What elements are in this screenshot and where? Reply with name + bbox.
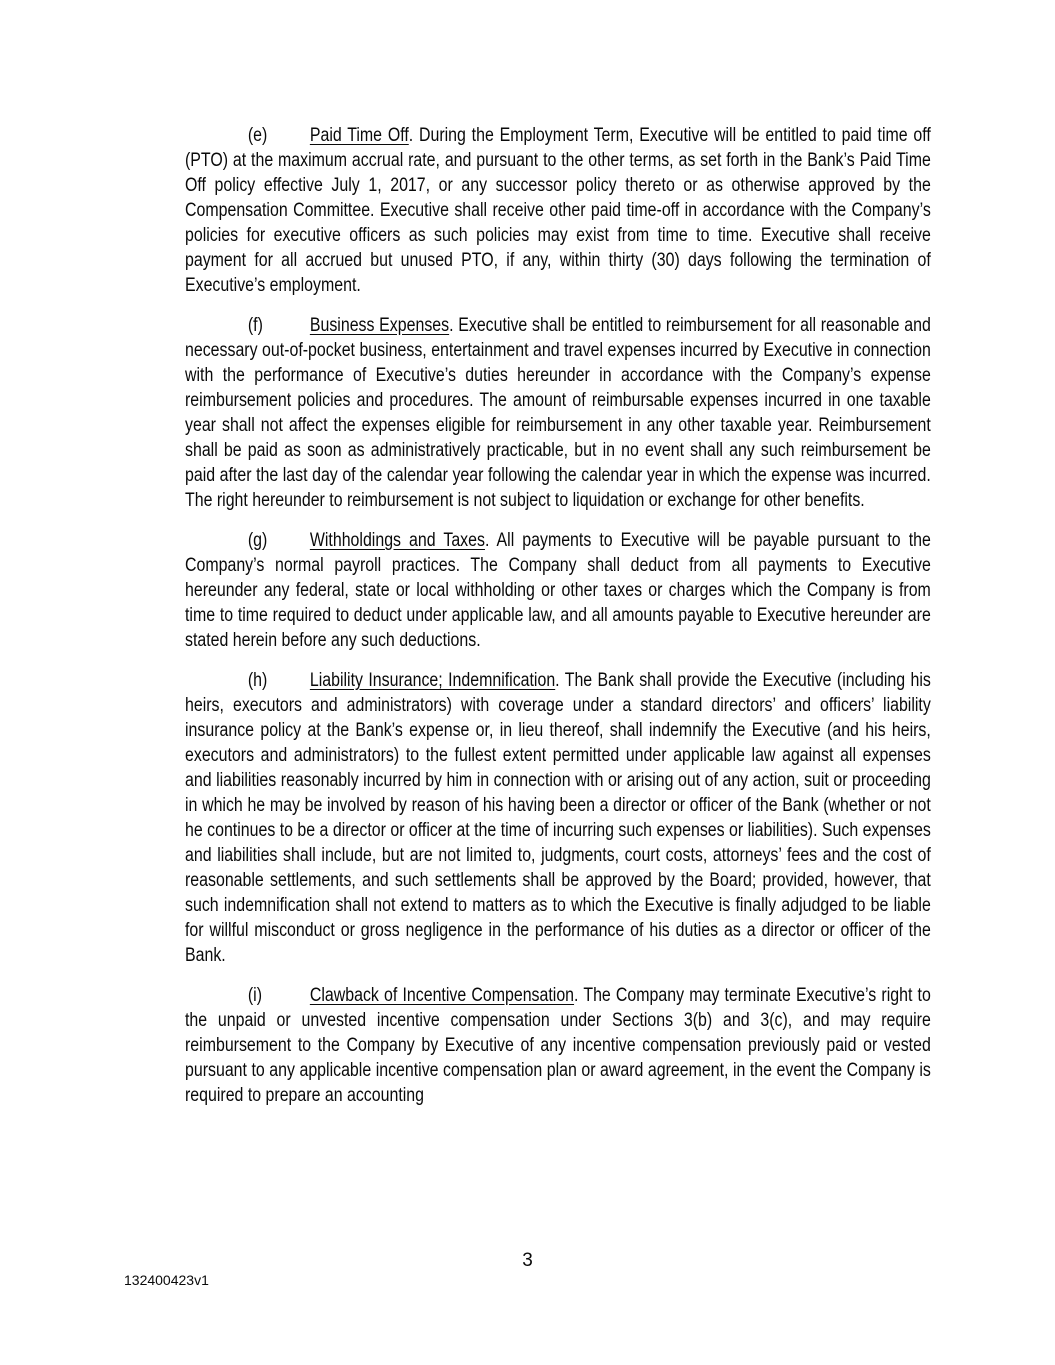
- section-g-paragraph: [185, 528, 931, 653]
- section-i-heading: Clawback of Incentive Compensation: [309, 985, 575, 1006]
- section-i-paragraph: [185, 983, 931, 1108]
- section-f-paragraph: [185, 313, 931, 513]
- section-i-body: . The Company may terminate Executive’s right to the unpaid or unvested incentive compensation under Sections 3(b) and 3(c), and may require reimbursement to the Company by Executive of any incentive compensation previously paid or vested pursuant to any applicable incentive compensation plan or award agreement, in the event the Company is required to prepare an accounting: [185, 985, 931, 1106]
- page-number: 3: [522, 1250, 533, 1271]
- section-h-label: (h): [247, 670, 268, 691]
- section-e-heading: Paid Time Off: [309, 125, 409, 146]
- section-f-body: . Executive shall be entitled to reimbursement for all reasonable and necessary out-of-pocket business, entertainment and travel expenses incurred by Executive in connection with the performance of Executive’s duties hereunder in accordance with the Company’s expense reimbursement policies and procedures. The amount of reimbursable expenses incurred in one taxable year shall not affect the expenses eligible for reimbursement in any other taxable year. Reimbursement shall be paid as soon as administratively practicable, but in no event shall any such reimbursement be paid after the last day of the calendar year following the calendar year in which the expense was incurred. The right hereunder to reimbursement is not subject to liquidation or exchange for other benefits.: [185, 315, 931, 511]
- section-e-paragraph: [185, 123, 931, 298]
- section-h-heading: Liability Insurance; Indemnification: [309, 670, 556, 691]
- section-h-paragraph: [185, 668, 931, 968]
- section-f-label: (f): [247, 315, 263, 336]
- section-f-heading: Business Expenses: [309, 315, 450, 336]
- section-e-label: (e): [247, 125, 268, 146]
- document-body: [185, 123, 931, 1123]
- section-e-body: . During the Employment Term, Executive will be entitled to paid time off (PTO) at the maximum accrual rate, and pursuant to the other terms, as set forth in the Bank’s Paid Time Off policy effective July 1, 2017, or any successor policy thereto or as otherwise approved by the Compensation Committee. Executive shall receive other paid time-off in accordance with the Company’s policies for executive officers as such policies may exist from time to time. Executive shall receive payment for all accrued but unused PTO, if any, within thirty (30) days following the termination of Executive’s employment.: [185, 125, 931, 296]
- section-g-heading: Withholdings and Taxes: [309, 530, 485, 551]
- section-h-body: . The Bank shall provide the Executive (including his heirs, executors and administrators) with coverage under a standard directors’ and officers’ liability insurance policy at the Bank’s expense or, in lieu thereof, shall indemnify the Executive (and his heirs, executors and administrators) to the fullest extent permitted under applicable law against all expenses and liabilities reasonably incurred by him in connection with or arising out of any action, suit or proceeding in which he may be involved by reason of his having been a director or officer of the Bank (whether or not he continues to be a director or officer at the time of incurring such expenses or liabilities). Such expenses and liabilities shall include, but are not limited to, judgments, court costs, attorneys’ fees and the cost of reasonable settlements, and such settlements shall be approved by the Board; provided, however, that such indemnification shall not extend to matters as to which the Executive is finally adjudged to be liable for willful misconduct or gross negligence in the performance of his duties as a director or officer of the Bank.: [185, 670, 931, 966]
- section-g-label: (g): [247, 530, 268, 551]
- section-i-label: (i): [247, 985, 263, 1006]
- document-id: 132400423v1: [124, 1272, 209, 1288]
- section-g-body: . All payments to Executive will be payable pursuant to the Company’s normal payroll practices. The Company shall deduct from all payments to Executive hereunder any federal, state or local withholding or other taxes or charges which the Company is from time to time required to deduct under applicable law, and all amounts payable to Executive hereunder are stated herein before any such deductions.: [185, 530, 931, 651]
